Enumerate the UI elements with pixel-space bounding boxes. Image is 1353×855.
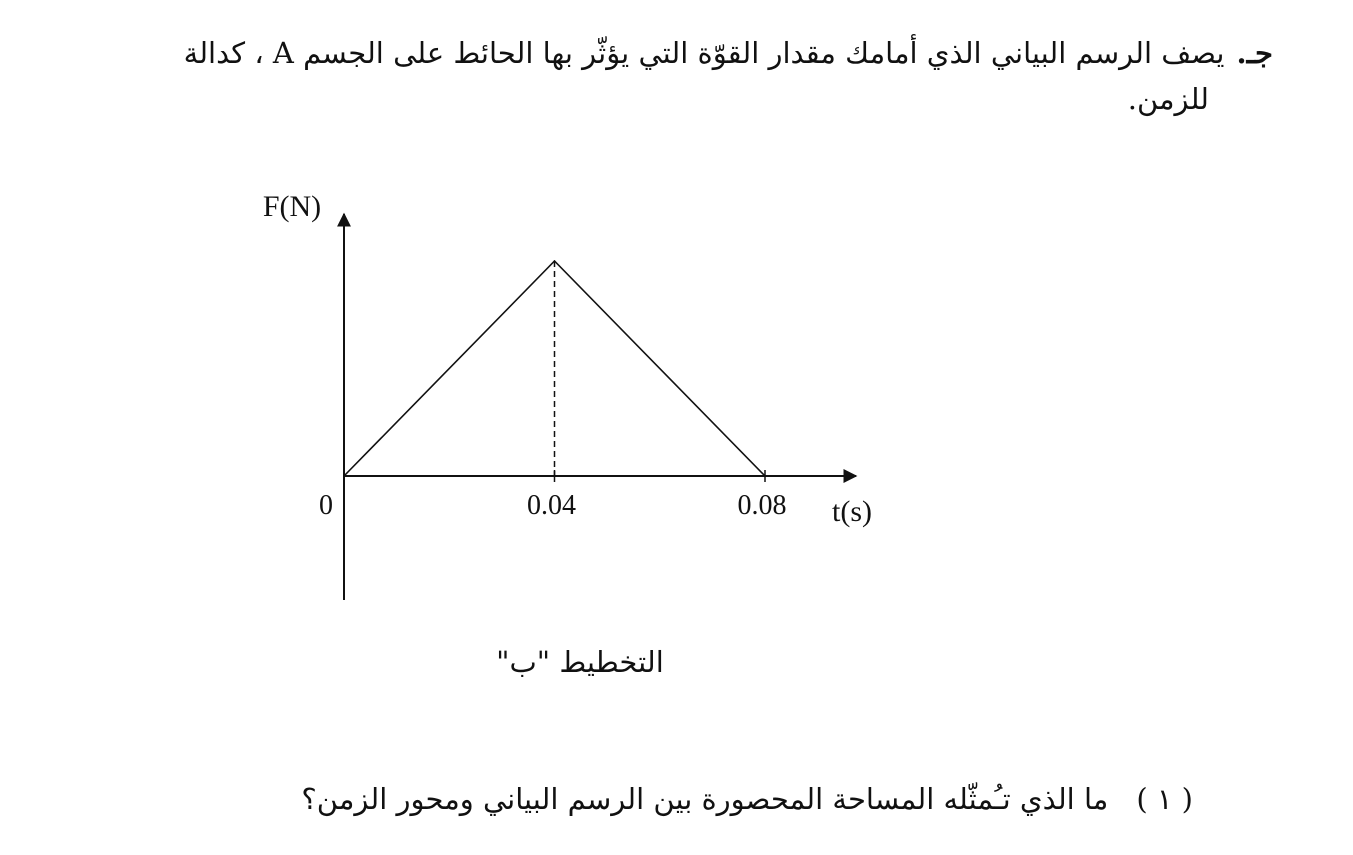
y-axis-label: F(N): [262, 190, 322, 223]
x-tick-label: 0.04: [527, 490, 576, 521]
question-text-line-1: يصف الرسم البياني الذي أمامك مقدار القوّة التي يؤثّر بها الحائط على الجسم A ، كدالة: [183, 36, 1225, 70]
sub-question-text: ما الذي تـُمثّله المساحة المحصورة بين الرسم البياني ومحور الزمن؟: [301, 782, 1109, 816]
data-point: [764, 475, 766, 477]
sub-question-number: ( ١ ): [1136, 782, 1193, 816]
data-point: [554, 260, 556, 262]
graph-caption: التخطيط "ب": [496, 645, 664, 679]
data-point: [343, 475, 345, 477]
item-letter: جـ.: [1236, 36, 1273, 70]
x-axis-label: t(s): [832, 495, 872, 528]
question-block: [18, 30, 1273, 123]
sub-question: [301, 782, 1193, 816]
x-tick-label: 0: [319, 490, 333, 521]
x-tick-label: 0.08: [737, 490, 787, 521]
question-line-2: للزمن.: [1127, 82, 1209, 117]
force-series-line: [344, 261, 765, 476]
question-line-1: [18, 30, 1273, 76]
